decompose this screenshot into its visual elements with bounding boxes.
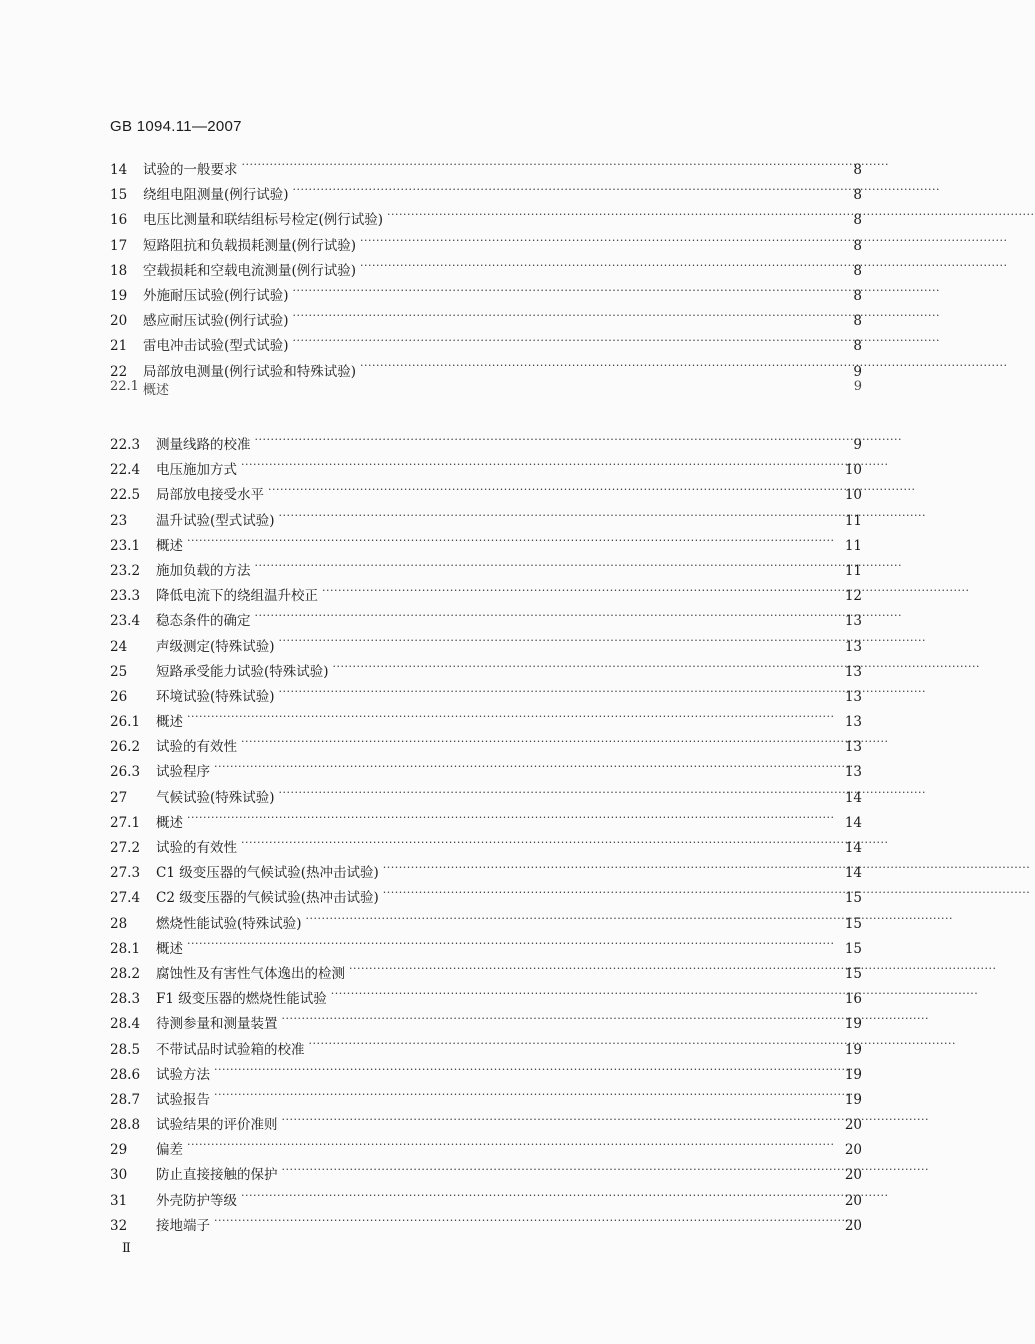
toc-entry-page: 15 bbox=[844, 890, 862, 907]
toc-entry-number: 26.3 bbox=[110, 764, 141, 781]
toc-entry-number: 27.1 bbox=[110, 814, 141, 831]
toc-entry-title: 概述 bbox=[156, 814, 183, 831]
toc-entry-number: 22.3 bbox=[110, 437, 141, 453]
toc-entry-number: 14 bbox=[110, 162, 128, 178]
page-number-footer: Ⅱ bbox=[122, 1241, 131, 1256]
toc-entry-page: 8 bbox=[853, 287, 862, 304]
toc-entry-title: 稳态条件的确定 bbox=[156, 613, 251, 630]
toc-entry-title: 腐蚀性及有害性气体逸出的检测 bbox=[156, 965, 345, 982]
toc-entry-title: 试验报告 bbox=[156, 1091, 210, 1108]
toc-entry bbox=[110, 360, 862, 385]
toc-entry-number: 22.5 bbox=[110, 487, 141, 504]
toc-entry-title: 不带试品时试验箱的校准 bbox=[156, 1041, 305, 1058]
toc-entry-page: 13 bbox=[844, 663, 862, 680]
toc-entry-title: 感应耐压试验(例行试验) bbox=[143, 313, 289, 330]
cutoff-title: 概述 bbox=[143, 383, 170, 398]
toc-entry-title: 温升试验(型式试验) bbox=[156, 512, 275, 529]
toc-entry-number: 16 bbox=[110, 212, 128, 229]
toc-entry-title: 降低电流下的绕组温升校正 bbox=[156, 588, 318, 605]
toc-entry-number: 28.5 bbox=[110, 1041, 141, 1058]
toc-entry-number: 20 bbox=[110, 313, 128, 330]
toc-entry-title: 声级测定(特殊试验) bbox=[156, 638, 275, 655]
toc-entry-page: 15 bbox=[844, 965, 862, 982]
toc-entry-page: 8 bbox=[853, 187, 862, 204]
toc-entry-page: 8 bbox=[853, 338, 862, 355]
toc-entry bbox=[110, 1214, 862, 1239]
toc-entry-page: 19 bbox=[844, 1091, 862, 1108]
toc-entry-page: 15 bbox=[844, 940, 862, 957]
toc-entry-page: 13 bbox=[844, 688, 862, 705]
toc-entry-number: 28.4 bbox=[110, 1016, 141, 1033]
toc-entry-title: 接地端子 bbox=[156, 1217, 210, 1234]
toc-entry-number: 27.3 bbox=[110, 865, 141, 882]
toc-entry-page: 16 bbox=[844, 991, 862, 1008]
toc-entry-page: 14 bbox=[844, 789, 862, 806]
toc-entry-page: 10 bbox=[844, 462, 862, 479]
toc-entry-title: 气候试验(特殊试验) bbox=[156, 789, 275, 806]
toc-entry-title: 施加负载的方法 bbox=[156, 562, 251, 579]
toc-entry-page: 11 bbox=[844, 562, 862, 579]
toc-entry-page: 13 bbox=[844, 764, 862, 781]
toc-entry-number: 17 bbox=[110, 237, 128, 254]
toc-entry-number: 24 bbox=[110, 638, 128, 655]
toc-entry-number: 23.3 bbox=[110, 588, 141, 605]
toc-entry-page: 13 bbox=[844, 714, 862, 731]
cutoff-toc-row bbox=[110, 379, 862, 398]
toc-entry-number: 23.1 bbox=[110, 537, 141, 554]
toc-entry-number: 22.4 bbox=[110, 462, 141, 479]
toc-entry-page: 19 bbox=[844, 1016, 862, 1033]
toc-entry-title: 测量线路的校准 bbox=[156, 437, 251, 453]
toc-entry-number: 28.7 bbox=[110, 1091, 141, 1108]
toc-entry-page: 13 bbox=[844, 613, 862, 630]
toc-entry-page: 20 bbox=[844, 1167, 862, 1184]
toc-entry-title: 概述 bbox=[156, 537, 183, 554]
toc-entry-page: 11 bbox=[844, 512, 862, 529]
toc-entry-page: 20 bbox=[844, 1217, 862, 1234]
toc-entry-page: 20 bbox=[844, 1142, 862, 1159]
toc-entry-page: 11 bbox=[844, 537, 862, 554]
toc-entry-page: 14 bbox=[844, 840, 862, 856]
toc-entry-title: 外壳防护等级 bbox=[156, 1192, 237, 1209]
toc-entry-number: 23.2 bbox=[110, 562, 141, 579]
toc-entry-page: 9 bbox=[853, 437, 862, 453]
toc-entry-title: C2 级变压器的气候试验(热冲击试验) bbox=[156, 890, 379, 907]
toc-entry-page: 8 bbox=[853, 237, 862, 254]
toc-entry-number: 23.4 bbox=[110, 613, 141, 630]
cutoff-num: 22.1 bbox=[110, 379, 139, 394]
toc-entry-page: 13 bbox=[844, 739, 862, 756]
toc-entry-title: 试验的有效性 bbox=[156, 739, 237, 756]
toc-entry-title: 短路承受能力试验(特殊试验) bbox=[156, 663, 329, 680]
toc-entry-number: 27.4 bbox=[110, 890, 141, 907]
toc-entry-title: 概述 bbox=[156, 714, 183, 731]
toc-entry-title: C1 级变压器的气候试验(热冲击试验) bbox=[156, 865, 379, 882]
toc-entry-number: 21 bbox=[110, 338, 128, 355]
toc-entry-title: 雷电冲击试验(型式试验) bbox=[143, 338, 289, 355]
toc-entry-title: 试验的一般要求 bbox=[143, 162, 238, 178]
toc-entry-title: 外施耐压试验(例行试验) bbox=[143, 287, 289, 304]
toc-entry-title: F1 级变压器的燃烧性能试验 bbox=[156, 991, 327, 1008]
toc-entry-title: 试验的有效性 bbox=[156, 840, 237, 856]
toc-entry-number: 31 bbox=[110, 1192, 128, 1209]
toc-entry-number: 28.2 bbox=[110, 965, 141, 982]
toc-entry-page: 13 bbox=[844, 638, 862, 655]
toc-entry-title: 试验程序 bbox=[156, 764, 210, 781]
toc-entry-title: 空载损耗和空载电流测量(例行试验) bbox=[143, 262, 357, 279]
toc-entry-title: 环境试验(特殊试验) bbox=[156, 688, 275, 705]
toc-leader-dots bbox=[214, 1214, 838, 1239]
toc-entry-page: 8 bbox=[853, 212, 862, 229]
toc-entry-number: 15 bbox=[110, 187, 128, 204]
toc-entry-title: 试验结果的评价准则 bbox=[156, 1117, 278, 1134]
toc-entry-title: 局部放电测量(例行试验和特殊试验) bbox=[143, 363, 357, 380]
toc-entry-title: 燃烧性能试验(特殊试验) bbox=[156, 915, 302, 932]
toc-entry-title: 绕组电阻测量(例行试验) bbox=[143, 187, 289, 204]
toc-entry-title: 概述 bbox=[156, 940, 183, 957]
toc-entry-page: 19 bbox=[844, 1041, 862, 1058]
toc-entry-page: 8 bbox=[853, 313, 862, 330]
toc-entry-number: 29 bbox=[110, 1142, 128, 1159]
toc-entry-number: 28 bbox=[110, 915, 128, 932]
toc-entry-number: 28.8 bbox=[110, 1117, 141, 1134]
toc-entry-title: 防止直接接触的保护 bbox=[156, 1167, 278, 1184]
toc-entry-number: 26 bbox=[110, 688, 128, 705]
toc-entry-title: 电压比测量和联结组标号检定(例行试验) bbox=[143, 212, 384, 229]
toc-entry-title: 试验方法 bbox=[156, 1066, 210, 1083]
toc-entry-page: 14 bbox=[844, 814, 862, 831]
toc-entry-page: 10 bbox=[844, 487, 862, 504]
toc-entry-number: 18 bbox=[110, 262, 128, 279]
toc-entry-number: 26.2 bbox=[110, 739, 141, 756]
toc-entry-page: 20 bbox=[844, 1117, 862, 1134]
toc-entry-number: 27 bbox=[110, 789, 128, 806]
toc-entry-page: 8 bbox=[853, 262, 862, 279]
toc-entry-number: 22 bbox=[110, 363, 128, 380]
toc-entry-number: 26.1 bbox=[110, 714, 141, 731]
toc-leader-dots bbox=[360, 360, 838, 385]
toc-entry-page: 19 bbox=[844, 1066, 862, 1083]
toc-entry-number: 27.2 bbox=[110, 840, 141, 856]
toc-entry-number: 28.6 bbox=[110, 1066, 141, 1083]
toc-entry-page: 14 bbox=[844, 865, 862, 882]
toc-entry-page: 15 bbox=[844, 915, 862, 932]
toc-entry-title: 电压施加方式 bbox=[156, 462, 237, 479]
toc-bottom-section bbox=[110, 433, 862, 1239]
toc-entry-number: 28.3 bbox=[110, 991, 141, 1008]
cutoff-page: 9 bbox=[853, 379, 862, 394]
toc-entry-title: 局部放电接受水平 bbox=[156, 487, 264, 504]
toc-entry-title: 短路阻抗和负载损耗测量(例行试验) bbox=[143, 237, 357, 254]
toc-entry-number: 30 bbox=[110, 1167, 128, 1184]
toc-entry-page: 9 bbox=[853, 363, 862, 380]
toc-entry-number: 32 bbox=[110, 1217, 128, 1234]
toc-entry-title: 偏差 bbox=[156, 1142, 183, 1159]
toc-top-section bbox=[110, 158, 862, 385]
toc-entry-page: 12 bbox=[844, 588, 862, 605]
toc-entry-number: 28.1 bbox=[110, 940, 141, 957]
toc-entry-number: 23 bbox=[110, 512, 128, 529]
toc-entry-page: 20 bbox=[844, 1192, 862, 1209]
toc-entry-title: 待测参量和测量装置 bbox=[156, 1016, 278, 1033]
document-id: GB 1094.11—2007 bbox=[110, 118, 242, 135]
toc-entry-number: 19 bbox=[110, 287, 128, 304]
toc-entry-page: 8 bbox=[853, 162, 862, 178]
toc-entry-number: 25 bbox=[110, 663, 128, 680]
